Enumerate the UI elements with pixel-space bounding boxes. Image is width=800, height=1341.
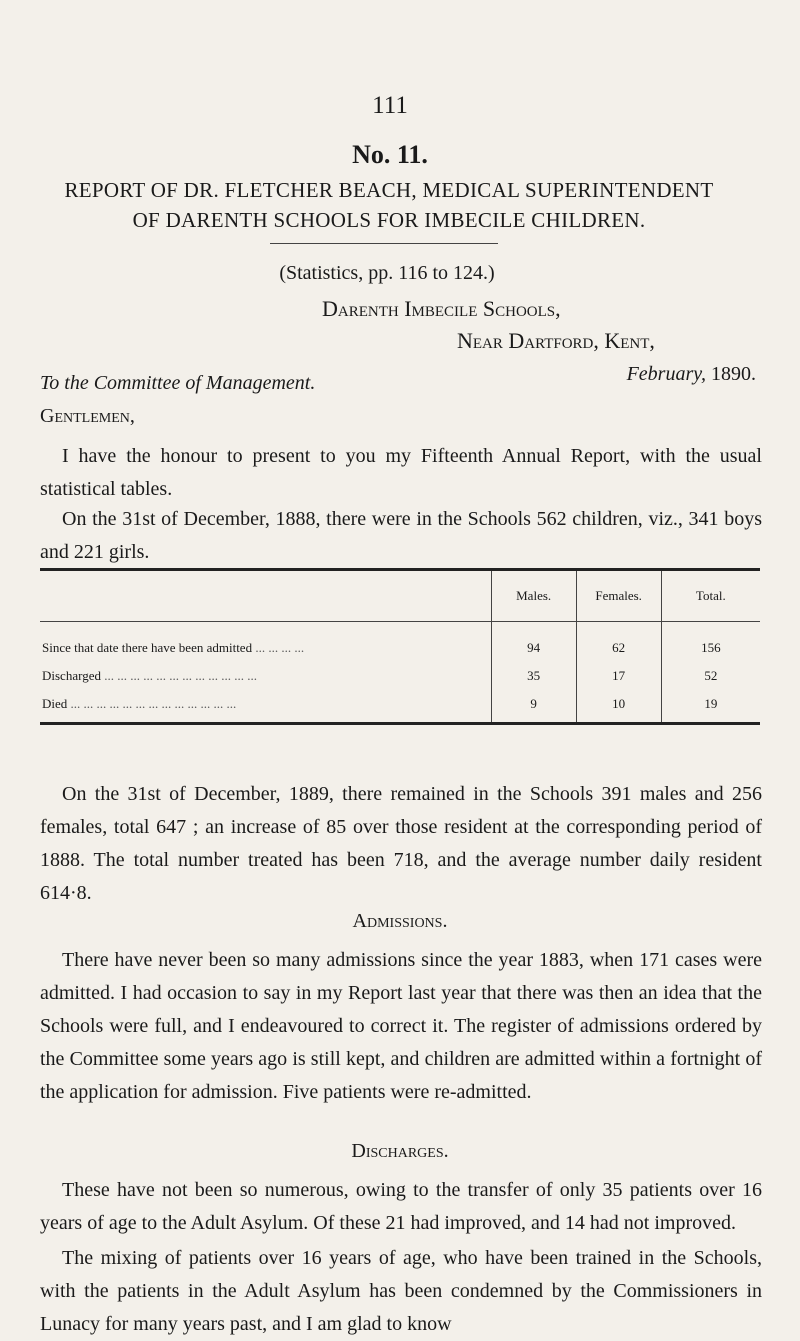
paragraph-1888-census: On the 31st of December, 1888, there were in the Schools 562 children, viz., 341 boys and 221 girls.: [40, 508, 762, 563]
table-row-admitted: [40, 622, 760, 663]
address-line-1: Darenth Imbecile Schools,: [322, 296, 561, 321]
table-row-died: [40, 690, 760, 724]
title-divider: [270, 243, 498, 244]
header-males: Males.: [491, 570, 576, 622]
row-label: Died ... ... ... ... ... ... ... ... ... ... ... ... ...: [42, 696, 237, 711]
header-total: Total.: [661, 570, 760, 622]
cell-total: 156: [661, 622, 760, 663]
row-label: Since that date there have been admitted ... ... ... ...: [42, 640, 305, 655]
date-month: February,: [626, 363, 706, 385]
document-number: No. 11.: [352, 140, 428, 169]
cell-females: 17: [576, 662, 661, 690]
cell-females: 62: [576, 622, 661, 663]
letter-date: [627, 363, 756, 386]
cell-males: 9: [491, 690, 576, 724]
paragraph-mixing: The mixing of patients over 16 years of age, who have been trained in the Schools, with the patients in the Adult Asylum has been condemned by the Commissioners in Lunacy for many years past, and I am glad to know: [40, 1247, 762, 1335]
report-title-line-1: REPORT OF DR. FLETCHER BEACH, MEDICAL SUPERINTENDENT: [64, 178, 714, 202]
row-label: Discharged ... ... ... ... ... ... ... ... ... ... ... ...: [42, 668, 257, 683]
paragraph-admissions: There have never been so many admissions since the year 1883, when 171 cases were admitted. I had occasion to say in my Report last year that there was then an idea that the Schools were full, and I endeavoured to correct it. The register of admissions ordered by the Committee some years ago is still kept, and children are admitted within a fortnight of the application for admission. Five patients were re-admitted.: [40, 949, 762, 1103]
report-title-line-2: OF DARENTH SCHOOLS FOR IMBECILE CHILDREN.: [132, 208, 646, 232]
addressee: To the Committee of Management.: [40, 372, 316, 394]
paragraph-1889-census: On the 31st of December, 1889, there remained in the Schools 391 males and 256 females, total 647 ; an increase of 85 over those resident at the corresponding period of 1888. The total number treated has been 718, and the average number daily resident 614·8.: [40, 783, 762, 904]
table-row-discharged: [40, 662, 760, 690]
table-header-row: [40, 570, 760, 622]
date-year: 1890.: [711, 363, 756, 385]
address-line-2: Near Dartford, Kent,: [457, 328, 655, 353]
cell-total: 52: [661, 662, 760, 690]
cell-total: 19: [661, 690, 760, 724]
cell-males: 35: [491, 662, 576, 690]
cell-males: 94: [491, 622, 576, 663]
salutation: Gentlemen,: [40, 405, 135, 427]
heading-discharges: Discharges.: [351, 1140, 449, 1162]
page-number: 111: [372, 92, 408, 119]
header-females: Females.: [576, 570, 661, 622]
heading-admissions: Admissions.: [352, 910, 448, 932]
table-header-blank: [40, 570, 491, 622]
cell-females: 10: [576, 690, 661, 724]
paragraph-discharges: These have not been so numerous, owing to the transfer of only 35 patients over 16 years of age to the Adult Asylum. Of these 21 had improved, and 14 had not improved.: [40, 1179, 762, 1234]
paragraph-intro: I have the honour to present to you my Fifteenth Annual Report, with the usual statistical tables.: [40, 445, 762, 500]
statistics-reference: (Statistics, pp. 116 to 124.): [279, 262, 495, 284]
statistics-table: [40, 568, 760, 725]
